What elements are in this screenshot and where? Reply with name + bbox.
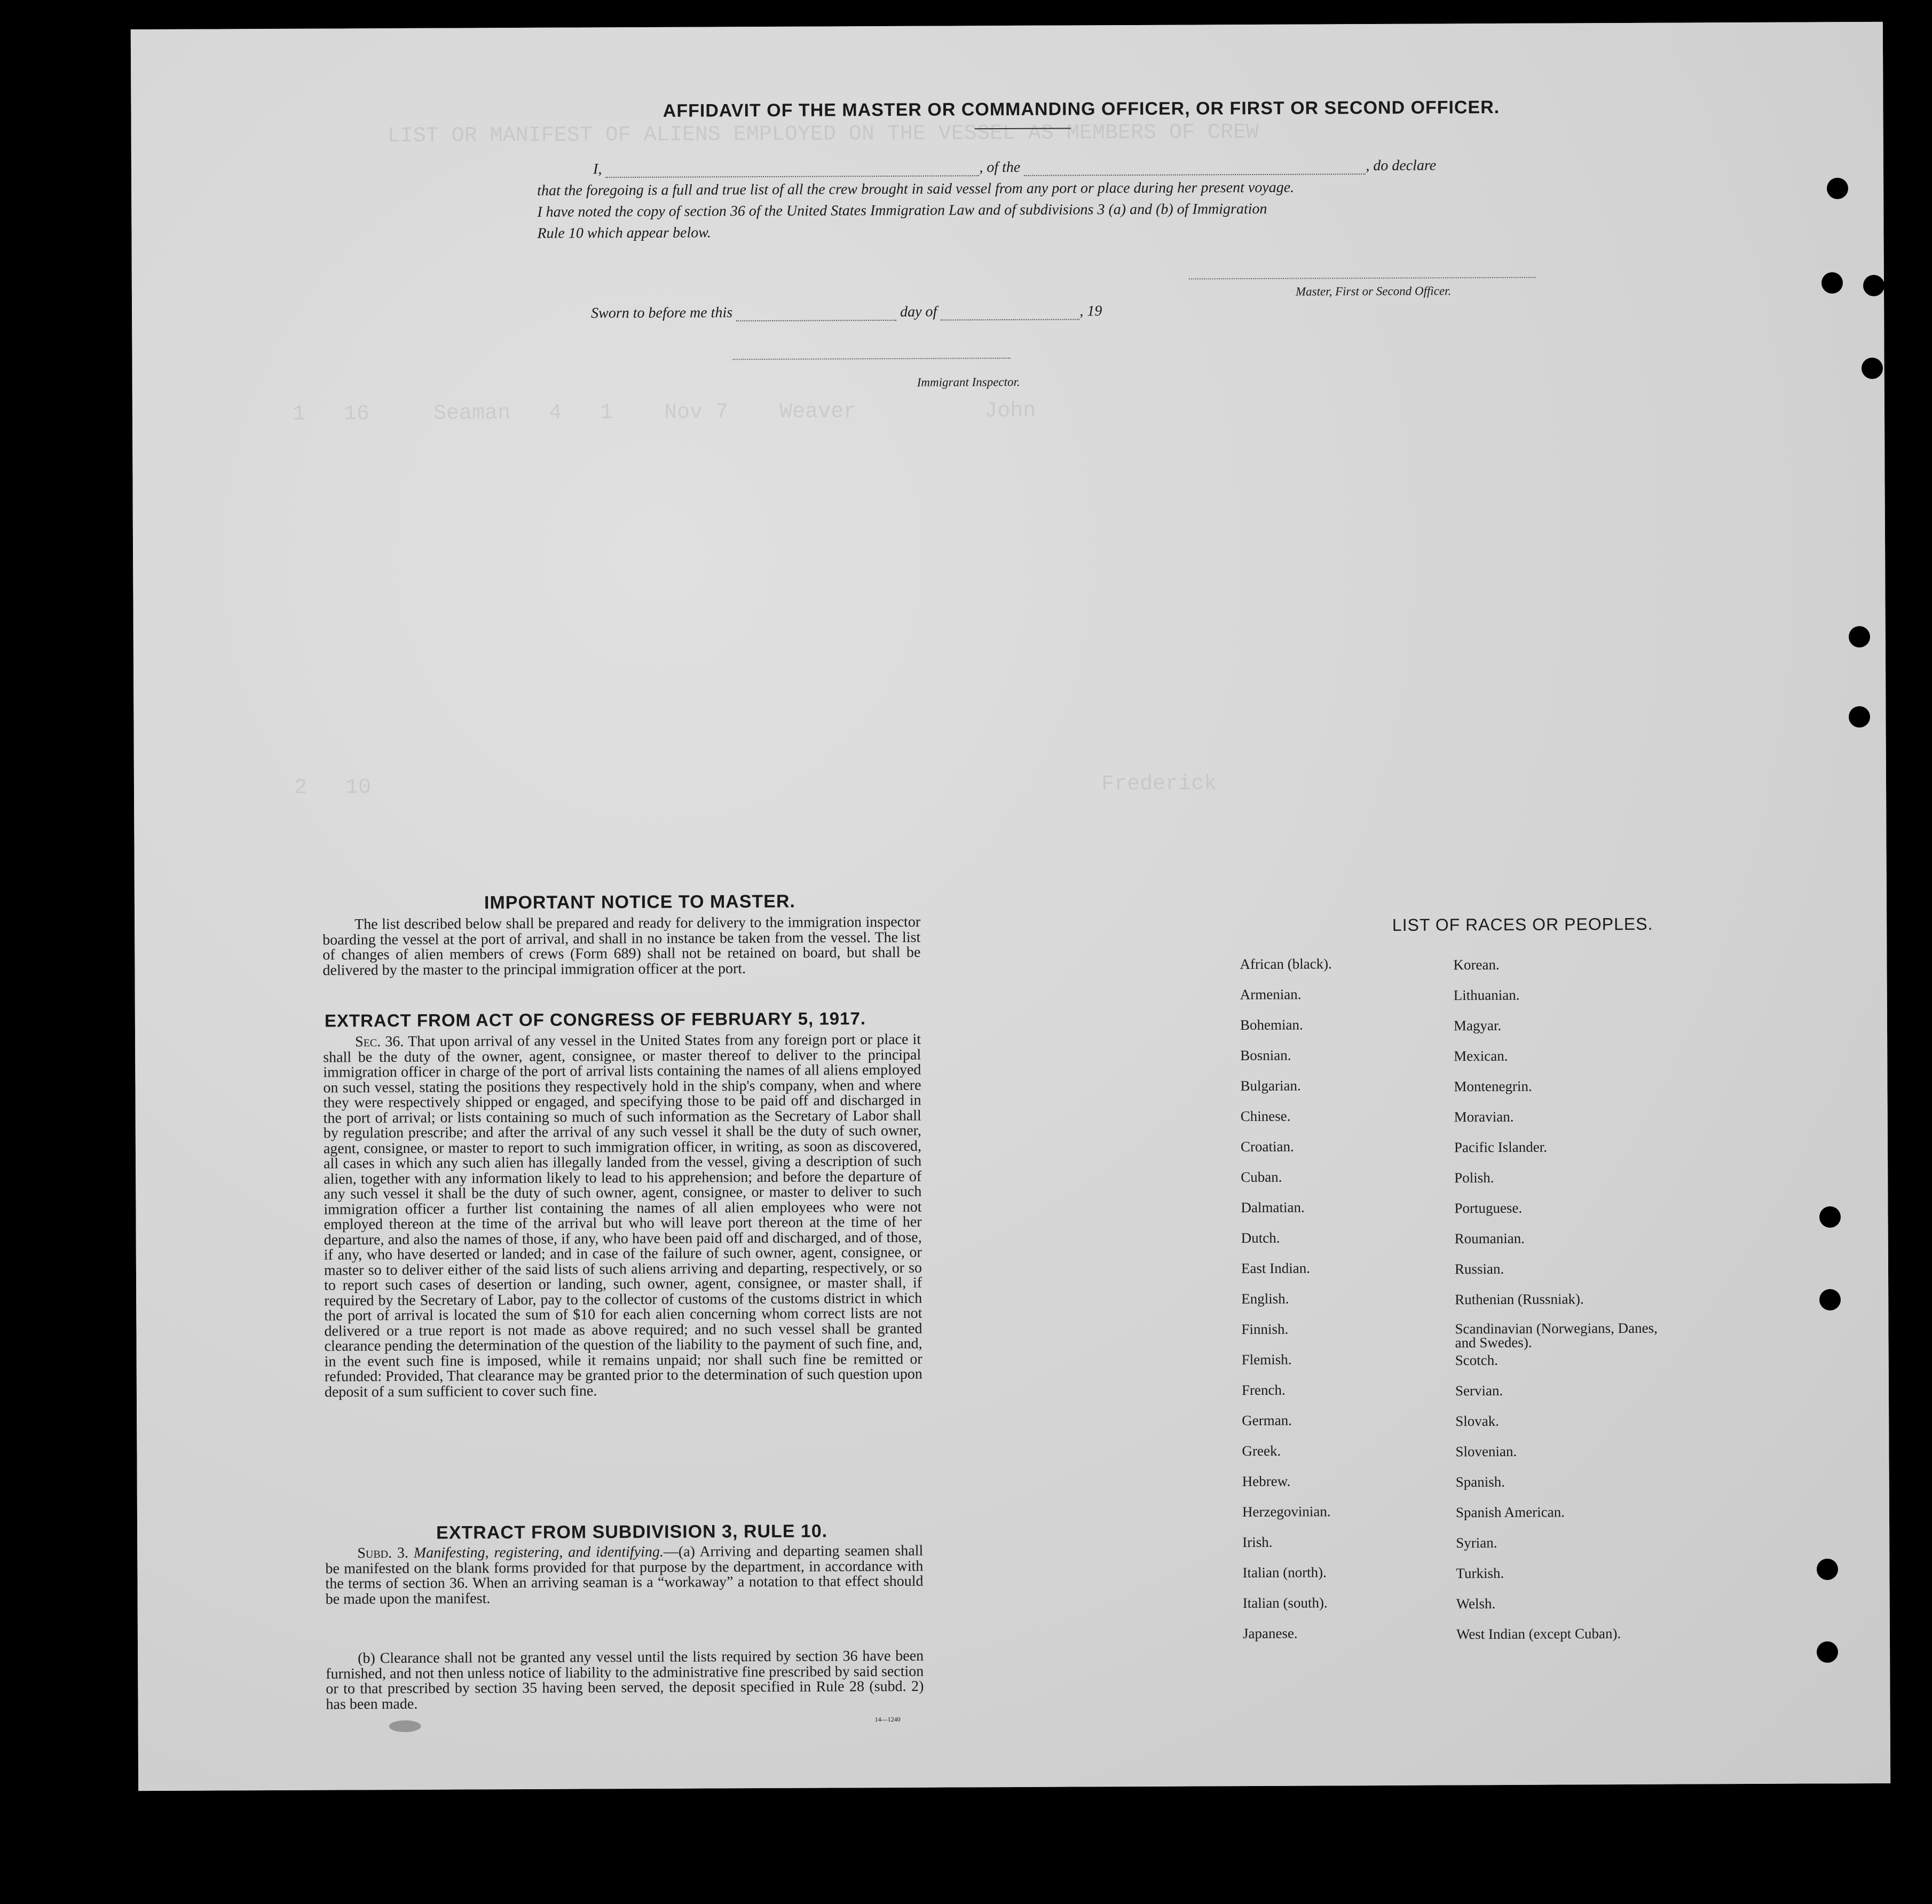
race-item: Spanish American.: [1455, 1504, 1565, 1521]
do-declare-label: , do declare: [1366, 157, 1437, 175]
rule-section-heading: Manifesting, registering, and identifying.: [413, 1543, 664, 1561]
race-item: Mexican.: [1454, 1047, 1508, 1064]
binder-hole: [1819, 1206, 1841, 1228]
declaration-line-1: [593, 157, 1436, 178]
race-item: Scotch.: [1455, 1352, 1499, 1369]
year-label: , 19: [1079, 303, 1102, 320]
races-left-column: [1240, 955, 1335, 1656]
binder-hole: [1817, 1641, 1838, 1663]
race-item: African (black).: [1240, 955, 1332, 973]
race-item: Flemish.: [1241, 1351, 1292, 1368]
race-item: Turkish.: [1456, 1565, 1504, 1582]
act-section-lead: Sec. 36.: [355, 1033, 404, 1050]
master-signature-label: Master, First or Second Officer.: [1295, 284, 1452, 298]
act-extract-text: [323, 1032, 922, 1400]
race-item: Syrian.: [1456, 1535, 1497, 1551]
inspector-label: Immigrant Inspector.: [917, 375, 1020, 389]
i-label: I,: [593, 161, 602, 178]
bleed-through-text: 2 10 Frederick: [294, 772, 1217, 800]
race-item: Slovenian.: [1455, 1443, 1517, 1460]
race-item: Herzegovinian.: [1242, 1503, 1331, 1520]
rule-extract-text-b: (b) Clearance shall not be granted any vessel until the lists required by section 36 have been furnished, and not then unless notice of liability to the administrative fine prescribed by said section or to that prescribed by section 35 having been served, the deposit specified in Rule 28 (subd. 2) has been made.: [326, 1647, 924, 1713]
manifest-page: [131, 22, 1890, 1791]
race-item: West Indian (except Cuban).: [1456, 1625, 1621, 1642]
declaration-line-4: Rule 10 which appear below.: [537, 224, 711, 242]
race-item: Bosnian.: [1240, 1047, 1291, 1064]
race-item: Bulgarian.: [1240, 1077, 1301, 1094]
race-item: English.: [1241, 1290, 1289, 1307]
race-item: Italian (north).: [1242, 1564, 1327, 1581]
race-item: Russian.: [1454, 1260, 1504, 1277]
act-section-body: That upon arrival of any vessel in the United States from any foreign port or place it shall be the duty of the owner, agent, consignee, or master thereof to deliver to the principal immigration officer in charge of the port of arrival lists containing the names of all aliens employed on such vessel, stating the positions they respectively hold in the ship's company, when and where they were respectively shipped or engaged, and specifying those to be paid off and discharged in the port of arrival; or lists containing so much of such information as the Secretary of Labor shall by regulation prescribe; and after the arrival of any such vessel it shall be the duty of such owner, agent, consignee, or master to report to such immigration officer, in writing, as soon as discovered, all cases in which any such alien has illegally landed from the vessel, giving a description of such alien, together with any information likely to lead to his apprehension; and before the departure of any such vessel it shall be the duty of such owner, agent, consignee, or master to deliver to such immigration officer a further list containing the names of all alien employees who were not employed thereon at the time of the arrival but who will leave port thereon at the time of her departure, and also the names of those, if any, who have been paid off and discharged, and of those, if any, who have deserted or landed; and in case of the failure of such owner, agent, consignee, or master so to deliver either of the said lists of such aliens arriving and departing, respectively, or so to report such cases of desertion or landing, such owner, agent, consignee, or master shall, if required by the Secretary of Labor, pay to the collector of customs of the customs district in which the port of arrival is located the sum of $10 for each alien concerning whom correct lists are not delivered or a true report is not made as above required; and no such vessel shall be granted clearance pending the determination of the question of the liability to the payment of such fine, and, in the event such fine is imposed, while it remains unpaid; nor shall such fine be remitted or refunded: Provided, That clearance may be granted prior to the determination of such question upon deposit of a sum sufficient to cover such fine.: [323, 1031, 922, 1401]
bleed-through-text: 1 16 Seaman 4 1 Nov 7 Weaver John: [292, 399, 1036, 426]
race-item: Slovak.: [1455, 1413, 1500, 1429]
of-the-label: , of the: [979, 159, 1021, 176]
race-item: Greek.: [1242, 1442, 1281, 1459]
race-item: Finnish.: [1241, 1321, 1289, 1338]
declaration-line-3: I have noted the copy of section 36 of the United States Immigration Law and of subdivisions 3 (a) and (b) of Immigration: [537, 200, 1267, 220]
affidavit-title: AFFIDAVIT OF THE MASTER OR COMMANDING OFFICER, OR FIRST OR SECOND OFFICER.: [663, 97, 1500, 121]
name-field[interactable]: [605, 161, 979, 178]
inspector-signature-line[interactable]: [733, 358, 1011, 360]
race-item: German.: [1242, 1412, 1292, 1429]
race-item: Korean.: [1453, 957, 1500, 973]
sworn-day-field[interactable]: [736, 306, 896, 321]
race-item: Cuban.: [1241, 1168, 1282, 1186]
race-item: Pacific Islander.: [1454, 1139, 1547, 1156]
race-item: Dutch.: [1241, 1229, 1280, 1246]
form-number: 14—1240: [874, 1715, 901, 1724]
notice-title: IMPORTANT NOTICE TO MASTER.: [484, 891, 795, 913]
race-item: Spanish.: [1455, 1473, 1505, 1490]
race-item: French.: [1241, 1381, 1286, 1399]
race-item: Portuguese.: [1454, 1199, 1523, 1216]
race-item: Roumanian.: [1454, 1230, 1525, 1247]
binder-hole: [1827, 178, 1848, 199]
binder-hole: [1862, 358, 1883, 379]
race-item: Chinese.: [1240, 1108, 1291, 1125]
binder-hole: [1863, 275, 1884, 296]
notice-text: The list described below shall be prepared and ready for delivery to the immigration inspector boarding the vessel at the port of arrival, and shall in no instance be taken from the vessel. The list of changes of alien members of crews (Form 689) shall not be retained on board, but shall be delivered by the master to the principal immigration officer at the port.: [322, 913, 921, 979]
race-item: Dalmatian.: [1241, 1199, 1305, 1216]
sworn-label: Sworn to before me this: [591, 304, 733, 322]
rule-section-lead: Subd. 3.: [357, 1544, 409, 1562]
rule-extract-text-a: [325, 1544, 923, 1607]
master-signature-line[interactable]: [1189, 277, 1536, 280]
race-item: East Indian.: [1241, 1260, 1310, 1277]
day-of-label: day of: [900, 303, 937, 320]
race-item: Hebrew.: [1242, 1473, 1291, 1490]
race-item: Bohemian.: [1240, 1016, 1303, 1033]
bleed-through-text: LIST OR MANIFEST OF ALIENS EMPLOYED ON THE VESSEL AS MEMBERS OF CREW: [387, 120, 1259, 149]
races-title: LIST OF RACES OR PEOPLES.: [1392, 914, 1653, 935]
declaration-line-2: that the foregoing is a full and true list of all the crew brought in said vessel from any port or place during her present voyage.: [537, 179, 1295, 199]
race-item: Polish.: [1454, 1170, 1494, 1186]
race-item: Japanese.: [1242, 1625, 1298, 1642]
rule-section-body-a: —(a) Arriving and departing seamen shall be manifested on the blank forms provided for that purpose by the department, in accordance with the terms of section 36. When an arriving seaman is a “workaway” a notation to that effect should be made upon the manifest.: [325, 1542, 924, 1608]
race-item: Magyar.: [1453, 1017, 1502, 1034]
vessel-field[interactable]: [1024, 160, 1366, 176]
race-item: Welsh.: [1456, 1595, 1496, 1612]
race-item: Irish.: [1242, 1534, 1273, 1551]
race-item: Scandinavian (Norwegians, Danes, and Swedes).: [1455, 1320, 1658, 1351]
binder-hole: [1819, 1289, 1841, 1310]
race-item: Croatian.: [1240, 1138, 1294, 1155]
binder-hole: [1821, 272, 1843, 294]
binder-hole: [1849, 706, 1870, 728]
race-item: Italian (south).: [1242, 1594, 1328, 1611]
race-item: Moravian.: [1454, 1108, 1514, 1125]
race-item: Armenian.: [1240, 986, 1302, 1003]
races-right-column: [1453, 956, 1670, 1657]
race-item: Montenegrin.: [1454, 1078, 1532, 1095]
ink-smudge: [389, 1720, 421, 1732]
sworn-month-field[interactable]: [941, 305, 1079, 320]
binder-hole: [1817, 1559, 1838, 1580]
race-item: Ruthenian (Russniak).: [1455, 1291, 1584, 1308]
act-extract-title: EXTRACT FROM ACT OF CONGRESS OF FEBRUARY 5, 1917.: [324, 1008, 866, 1031]
sworn-line: [591, 303, 1102, 322]
race-item: Lithuanian.: [1453, 986, 1520, 1004]
race-item: Servian.: [1455, 1382, 1503, 1399]
rule-extract-title: EXTRACT FROM SUBDIVISION 3, RULE 10.: [436, 1521, 828, 1543]
binder-hole: [1849, 626, 1870, 647]
